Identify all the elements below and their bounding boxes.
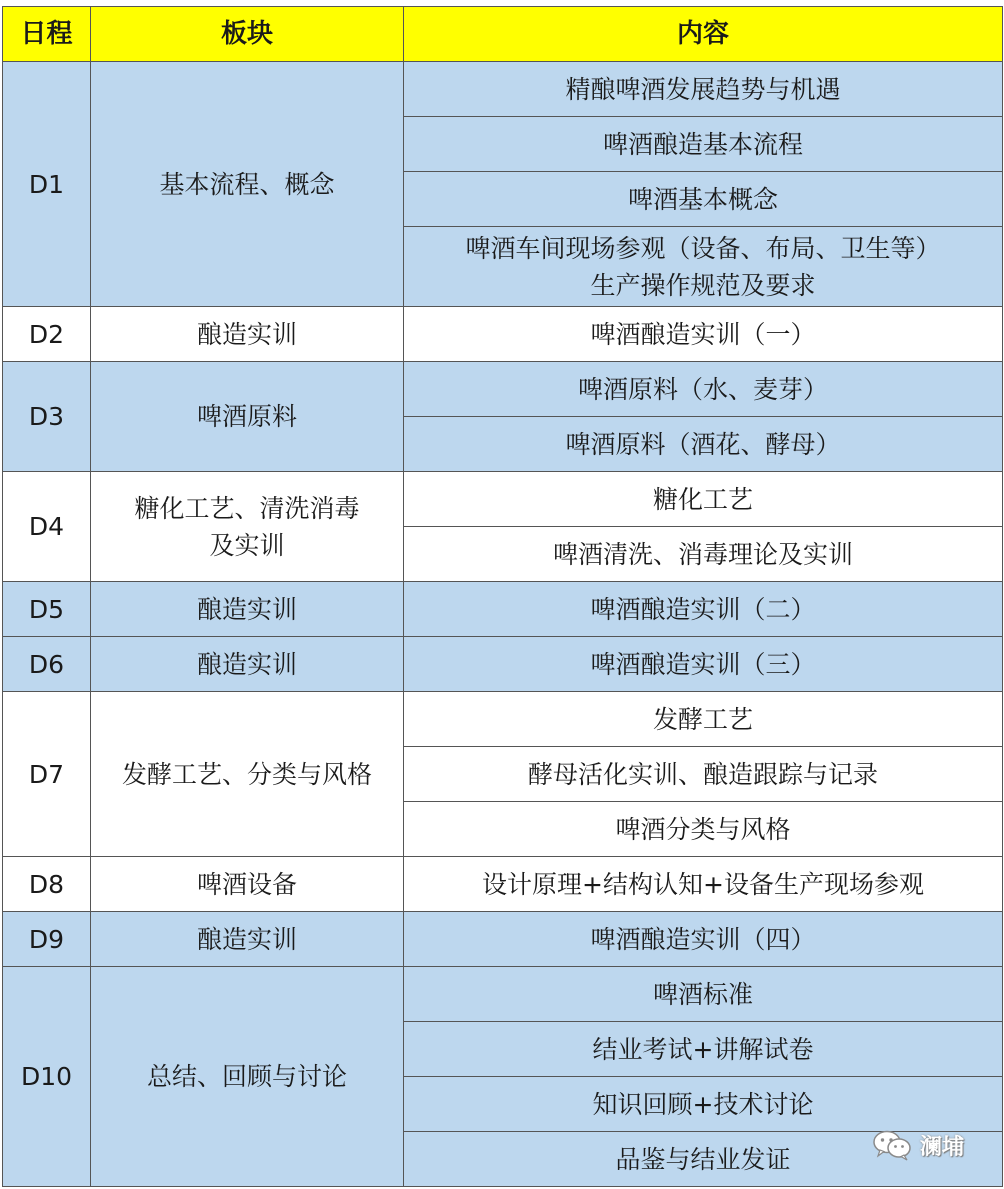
watermark-text: 澜埔 [920,1134,965,1160]
module-cell: 糖化工艺、清洗消毒 及实训 [91,472,404,582]
table-row [3,62,1003,117]
table-row [3,912,1003,967]
content-cell: 酵母活化实训、酿造跟踪与记录 [404,747,1003,802]
day-cell: D8 [3,857,91,912]
day-cell: D5 [3,582,91,637]
day-cell: D1 [3,62,91,307]
module-cell: 酿造实训 [91,307,404,362]
content-cell: 啤酒酿造基本流程 [404,117,1003,172]
module-cell: 发酵工艺、分类与风格 [91,692,404,857]
table-row [3,967,1003,1022]
header-module: 板块 [91,7,404,62]
content-cell: 啤酒车间现场参观（设备、布局、卫生等） 生产操作规范及要求 [404,227,1003,307]
watermark [872,1128,982,1162]
table-row [3,582,1003,637]
content-cell: 糖化工艺 [404,472,1003,527]
module-cell: 啤酒原料 [91,362,404,472]
content-cell: 品鉴与结业发证 [404,1132,1003,1187]
content-cell: 啤酒酿造实训（一） [404,307,1003,362]
day-cell: D2 [3,307,91,362]
day-cell: D3 [3,362,91,472]
content-cell: 精酿啤酒发展趋势与机遇 [404,62,1003,117]
table-row [3,472,1003,527]
header-content: 内容 [404,7,1003,62]
content-cell: 结业考试+讲解试卷 [404,1022,1003,1077]
content-cell: 发酵工艺 [404,692,1003,747]
day-cell: D10 [3,967,91,1187]
wechat-icon [872,1129,912,1161]
header-row [3,7,1003,62]
schedule-body [3,62,1003,1187]
header-day: 日程 [3,7,91,62]
schedule-table [2,6,1003,1187]
table-row [3,637,1003,692]
content-cell: 知识回顾+技术讨论 [404,1077,1003,1132]
module-cell: 啤酒设备 [91,857,404,912]
content-cell: 啤酒基本概念 [404,172,1003,227]
content-cell: 啤酒清洗、消毒理论及实训 [404,527,1003,582]
module-cell: 基本流程、概念 [91,62,404,307]
module-cell: 酿造实训 [91,912,404,967]
content-cell: 啤酒酿造实训（三） [404,637,1003,692]
day-cell: D9 [3,912,91,967]
table-row [3,307,1003,362]
content-cell: 啤酒原料（水、麦芽） [404,362,1003,417]
content-cell: 设计原理+结构认知+设备生产现场参观 [404,857,1003,912]
table-row [3,692,1003,747]
module-cell: 酿造实训 [91,582,404,637]
day-cell: D6 [3,637,91,692]
content-cell: 啤酒酿造实训（四） [404,912,1003,967]
content-cell: 啤酒酿造实训（二） [404,582,1003,637]
day-cell: D4 [3,472,91,582]
module-cell: 总结、回顾与讨论 [91,967,404,1187]
day-cell: D7 [3,692,91,857]
table-row [3,857,1003,912]
content-cell: 啤酒分类与风格 [404,802,1003,857]
module-cell: 酿造实训 [91,637,404,692]
table-row [3,362,1003,417]
content-cell: 啤酒标准 [404,967,1003,1022]
content-cell: 啤酒原料（酒花、酵母） [404,417,1003,472]
